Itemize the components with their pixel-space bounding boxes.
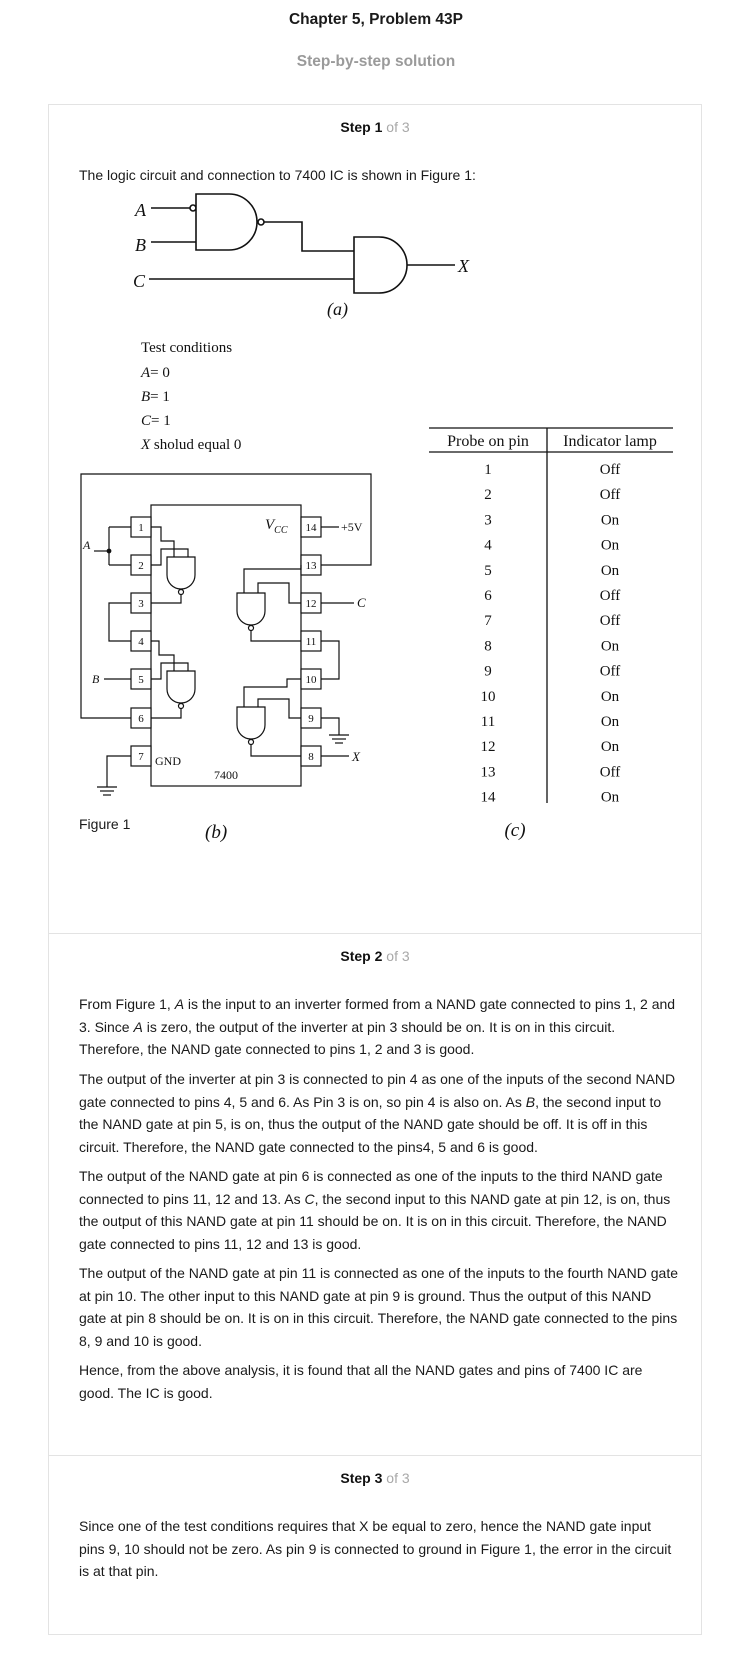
- table-cell-lamp: On: [600, 638, 620, 655]
- pin-14-label: 14: [305, 522, 317, 534]
- table-cell-pin: 13: [480, 764, 496, 781]
- table-cell-pin: 14: [480, 789, 496, 806]
- table-cell-pin: 1: [484, 462, 492, 478]
- pin-7-label: 7: [138, 751, 144, 763]
- table-cell-lamp: On: [600, 512, 620, 529]
- table-cell-lamp: On: [600, 739, 620, 756]
- pin-6-label: 6: [138, 713, 144, 725]
- table-cell-lamp: On: [600, 714, 620, 730]
- table-cell-pin: 6: [484, 588, 492, 604]
- pin-13-label: 13: [305, 560, 317, 572]
- pin-11-label: 11: [305, 636, 317, 648]
- step-3-paragraph: Since one of the test conditions requires that X be equal to zero, hence the NAND gate input pins 9, 10 should not be zero. As pin 9 is connected to ground in Figure 1, the error in the circuit is at that pin.: [79, 1518, 672, 1579]
- pin-1-label: 1: [138, 522, 144, 534]
- table-cell-lamp: On: [600, 688, 620, 705]
- step-2-paragraph-3: The output of the NAND gate at pin 6 is connected as one of the inputs to the third NAND gate connected to pins 11, 12 and 13. As C, the second input to this NAND gate at pin 12, is on, thus the output of this NAND gate at pin 11 should be on. It is on in this circuit. Therefore, the NAND gate connected to pins 11, 12 and 13 is good.: [79, 1168, 671, 1252]
- svg-text:B= 1: B= 1: [141, 389, 170, 405]
- chip-label: 7400: [214, 768, 238, 782]
- table-cell-lamp: Off: [599, 462, 621, 478]
- figure-1-caption: Figure 1: [79, 816, 131, 832]
- svg-text:C= 1: C= 1: [141, 413, 171, 429]
- step-3-card: [48, 1455, 702, 1635]
- page-subtitle: Step-by-step solution: [296, 53, 456, 70]
- step-2-paragraph-5: Hence, from the above analysis, it is found that all the NAND gates and pins of 7400 IC are good. The IC is good.: [79, 1362, 643, 1401]
- b-output-x-label: X: [352, 749, 360, 764]
- step-2-paragraph-4: The output of the NAND gate at pin 11 is connected as one of the inputs to the fourth NAND gate at pin 10. The other input to this NAND gate at pin 9 is ground. Thus the output of this NAND gate at pin 8 should be on. It is on in this circuit. Therefore, the NAND gate connected to the pins 8, 9 and 10 is good.: [79, 1265, 678, 1349]
- step-2-label: Step 2: [340, 948, 383, 964]
- table-cell-lamp: Off: [599, 764, 621, 781]
- pin-12-label: 12: [305, 598, 317, 610]
- plus-5v-label: +5V: [341, 520, 363, 534]
- table-header-lamp: Indicator lamp: [563, 433, 657, 450]
- b-input-a-label: A: [83, 538, 91, 552]
- test-conditions: [140, 340, 241, 453]
- vcc-label: $V_{CC}$: [265, 517, 288, 536]
- gate-1-nand: [167, 557, 195, 589]
- pin-4-label: 4: [138, 636, 144, 648]
- table-cell-pin: 9: [484, 663, 492, 680]
- pin-5-label: 5: [138, 674, 144, 686]
- table-cell-pin: 5: [484, 562, 492, 579]
- gate-2-nand: [167, 671, 195, 703]
- step-3-count: of 3: [386, 1470, 410, 1486]
- table-cell-pin: 4: [484, 537, 492, 554]
- pin-10-label: 10: [305, 674, 317, 686]
- table-cell-pin: 12: [480, 739, 496, 756]
- table-cell-pin: 7: [484, 613, 492, 630]
- table-cell-lamp: Off: [599, 588, 621, 604]
- table-cell-pin: 2: [484, 487, 492, 504]
- input-b-label: B: [135, 235, 146, 255]
- table-cell-pin: 10: [480, 688, 496, 705]
- pin-3-label: 3: [138, 598, 144, 610]
- step-2-paragraph-2: The output of the inverter at pin 3 is connected to pin 4 as one of the inputs of the second NAND gate connected to pins 4, 5 and 6. As Pin 3 is on, so pin 4 is also on. As B, the second input to the NAND gate at pin 5, is on, thus the output of the NAND gate should be off. It is off in this circuit. Therefore, the NAND gate connected to the pins4, 5 and 6 is good.: [79, 1071, 676, 1155]
- pin-9-label: 9: [308, 713, 314, 725]
- step-1-intro: The logic circuit and connection to 7400 IC is shown in Figure 1:: [79, 167, 476, 183]
- step-2-paragraph-1: From Figure 1, A is the input to an inverter formed from a NAND gate connected to pins 1, 2 and 3. Since A is zero, the output of the inverter at pin 3 should be on. It is on in this circuit. Therefore, the NAND gate connected to pins 1, 2 and 3 is good.: [79, 996, 676, 1057]
- panel-b-label: (b): [205, 822, 228, 843]
- and-gate-2: [354, 237, 407, 293]
- output-x-label: X: [458, 256, 469, 276]
- step-1-label: Step 1: [340, 119, 383, 135]
- figure-1: [49, 105, 703, 845]
- table-header-pin: Probe on pin: [447, 433, 529, 450]
- gate-3-nand: [237, 593, 265, 625]
- test-conditions-heading: Test conditions: [141, 340, 233, 356]
- page-title: Chapter 5, Problem 43P: [288, 11, 463, 28]
- step-3-label: Step 3: [340, 1470, 383, 1486]
- step-2-card: [48, 933, 702, 1456]
- svg-text:X sholud equal 0: X sholud equal 0: [141, 437, 242, 453]
- table-cell-lamp: On: [600, 562, 620, 579]
- pin-8-label: 8: [308, 751, 314, 763]
- input-c-label: C: [133, 271, 146, 291]
- gate-4-nand: [237, 707, 265, 739]
- table-cell-lamp: Off: [599, 487, 621, 504]
- panel-a-label: (a): [327, 299, 348, 319]
- nand-gate-1: [196, 194, 257, 250]
- svg-text:A= 0: A= 0: [141, 365, 170, 381]
- table-cell-pin: 8: [484, 638, 492, 655]
- table-cell-lamp: Off: [599, 663, 621, 680]
- panel-c-label: (c): [504, 820, 526, 841]
- pin-2-label: 2: [138, 560, 144, 572]
- table-cell-lamp: On: [600, 789, 620, 806]
- panel-c-probe-table: [429, 428, 673, 803]
- b-input-c-label: C: [357, 595, 366, 610]
- gnd-label: GND: [155, 754, 181, 768]
- table-cell-lamp: Off: [599, 613, 621, 630]
- step-3-header: [49, 1470, 701, 1486]
- table-cell-lamp: On: [600, 537, 620, 554]
- step-1-card: [48, 104, 702, 934]
- b-input-b-label: B: [92, 672, 100, 686]
- step-2-header: [49, 948, 701, 964]
- step-2-count: of 3: [386, 948, 410, 964]
- panel-b-ic-wiring: [81, 474, 371, 795]
- step-1-count: of 3: [386, 119, 410, 135]
- panel-a-logic-circuit: [149, 194, 455, 293]
- input-a-label: A: [135, 200, 146, 220]
- table-cell-pin: 11: [480, 714, 496, 730]
- table-cell-pin: 3: [484, 512, 492, 529]
